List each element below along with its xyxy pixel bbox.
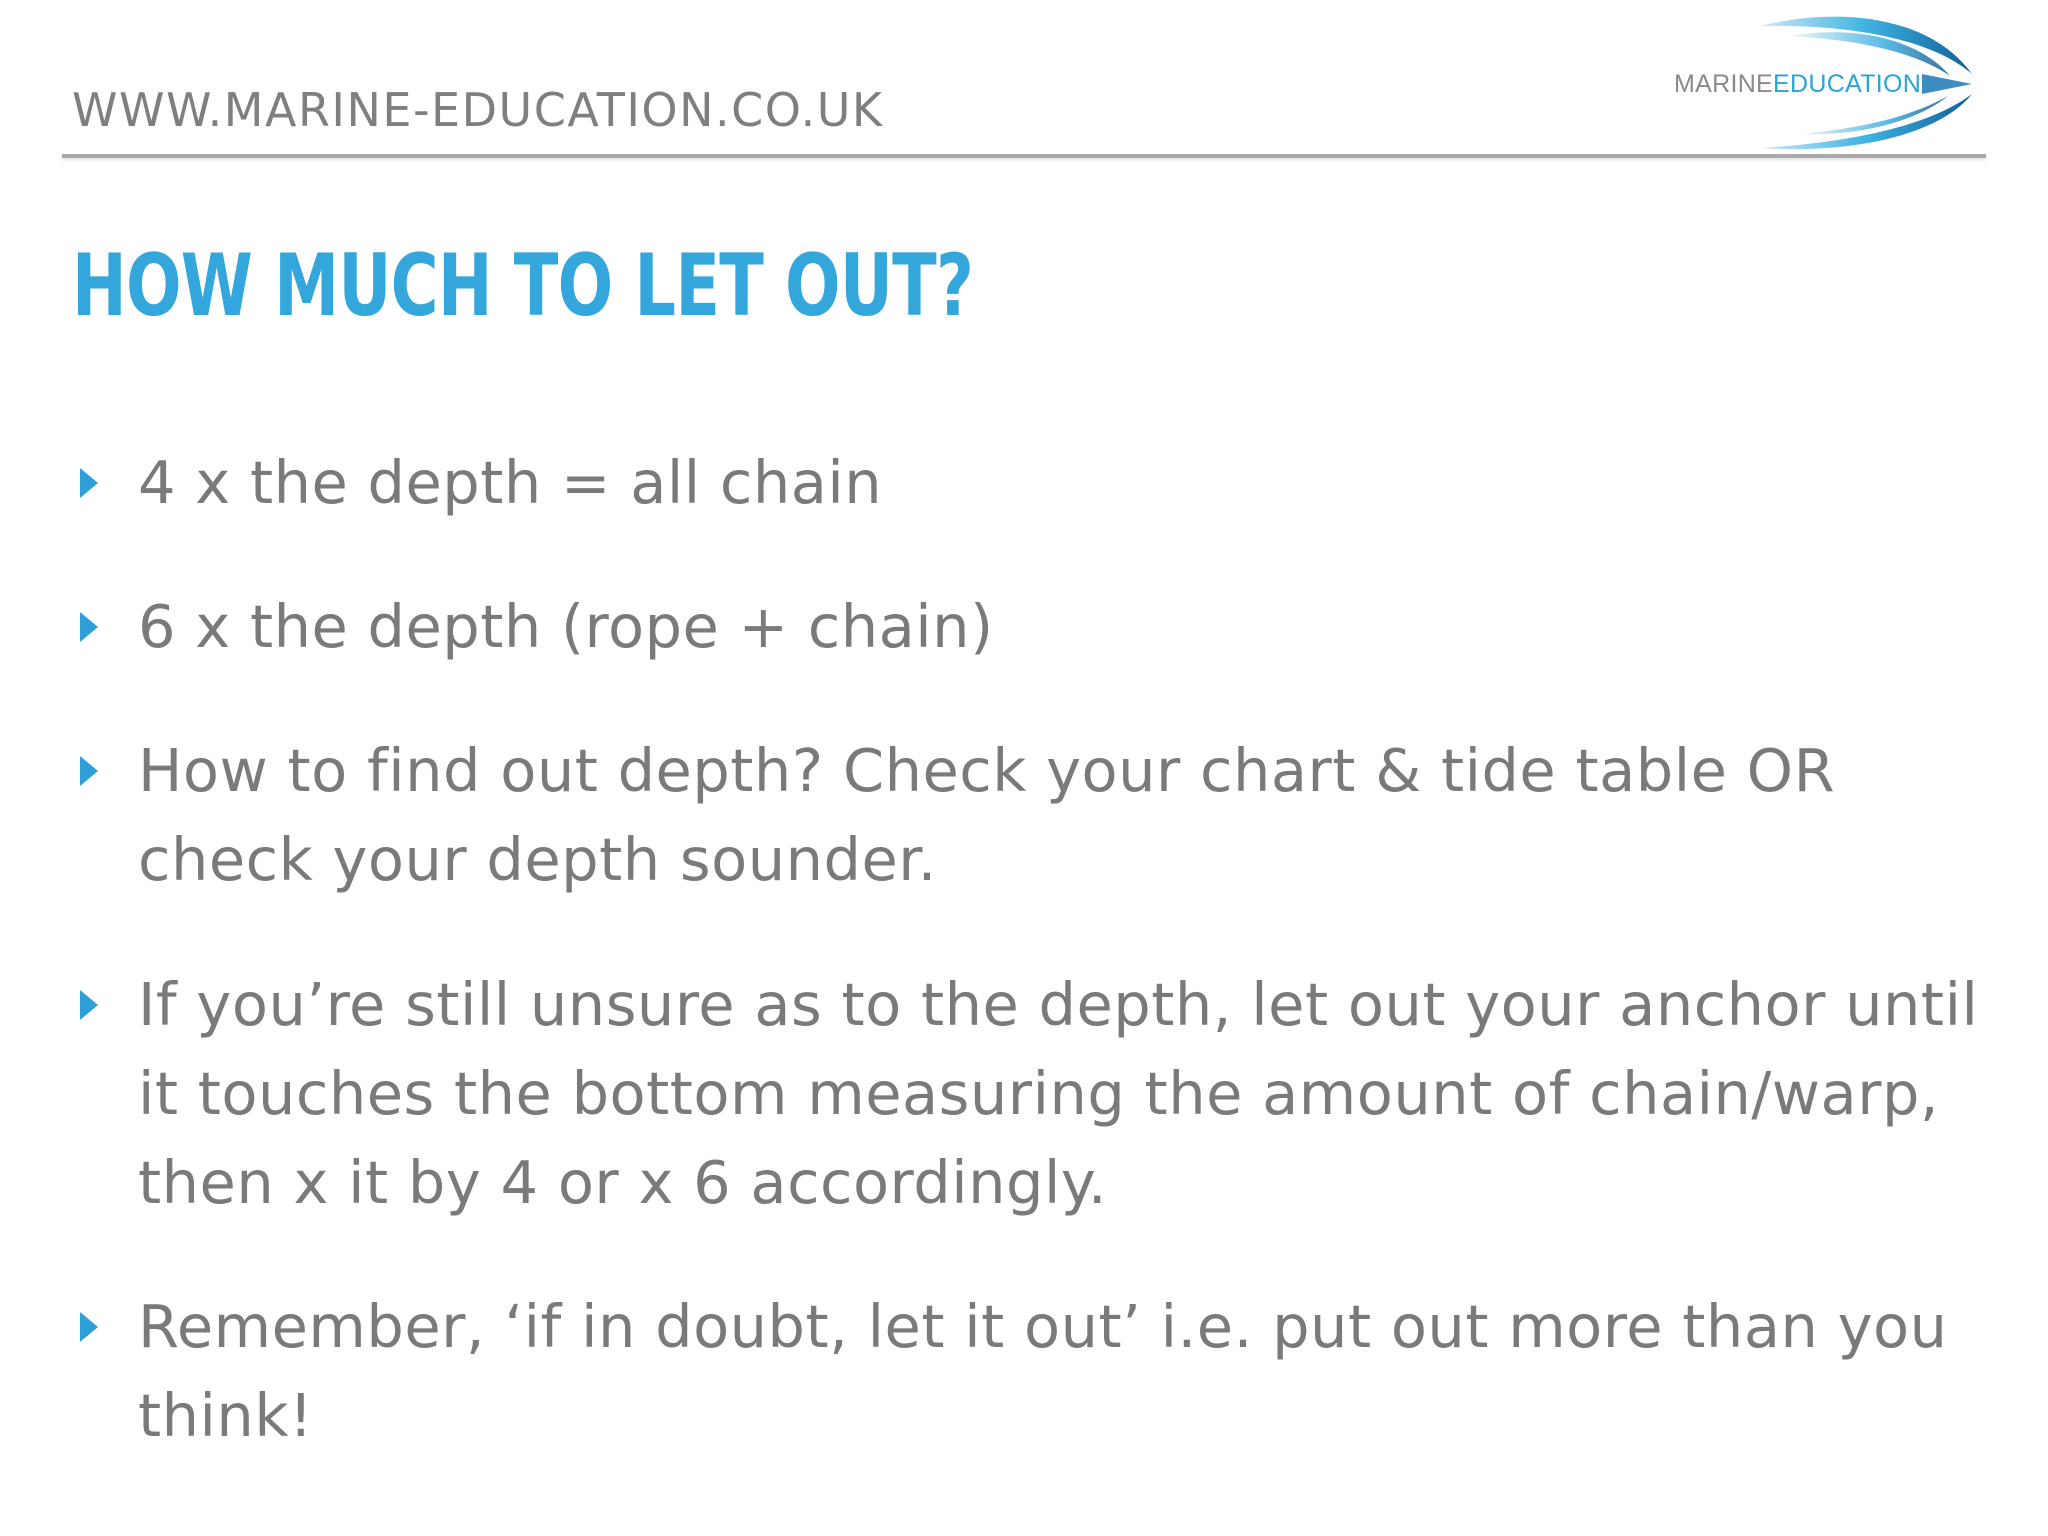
triangle-right-icon <box>80 612 98 642</box>
bullet-text: 4 x the depth = all chain <box>138 448 883 517</box>
triangle-right-icon <box>80 756 98 786</box>
triangle-right-icon <box>80 468 98 498</box>
triangle-right-icon <box>80 1312 98 1342</box>
logo-word-education: EDUCATION <box>1773 70 1922 98</box>
site-url: WWW.MARINE-EDUCATION.CO.UK <box>72 83 884 137</box>
bullet-text: If you’re still unsure as to the depth, let out your anchor until it touches the bottom measuring the amount of chain/warp, then x it by 4 or x 6 accordingly. <box>138 970 1979 1217</box>
bullet-text: How to find out depth? Check your chart & tide table OR check your depth sounder. <box>138 736 1836 894</box>
bullet-text: Remember, ‘if in doubt, let it out’ i.e. put out more than you think! <box>138 1292 1948 1450</box>
triangle-right-icon <box>80 990 98 1020</box>
logo-word-marine: MARINE <box>1674 70 1774 98</box>
slide-title: HOW MUCH TO LET OUT? <box>72 236 974 336</box>
bullet-text: 6 x the depth (rope + chain) <box>138 592 994 661</box>
